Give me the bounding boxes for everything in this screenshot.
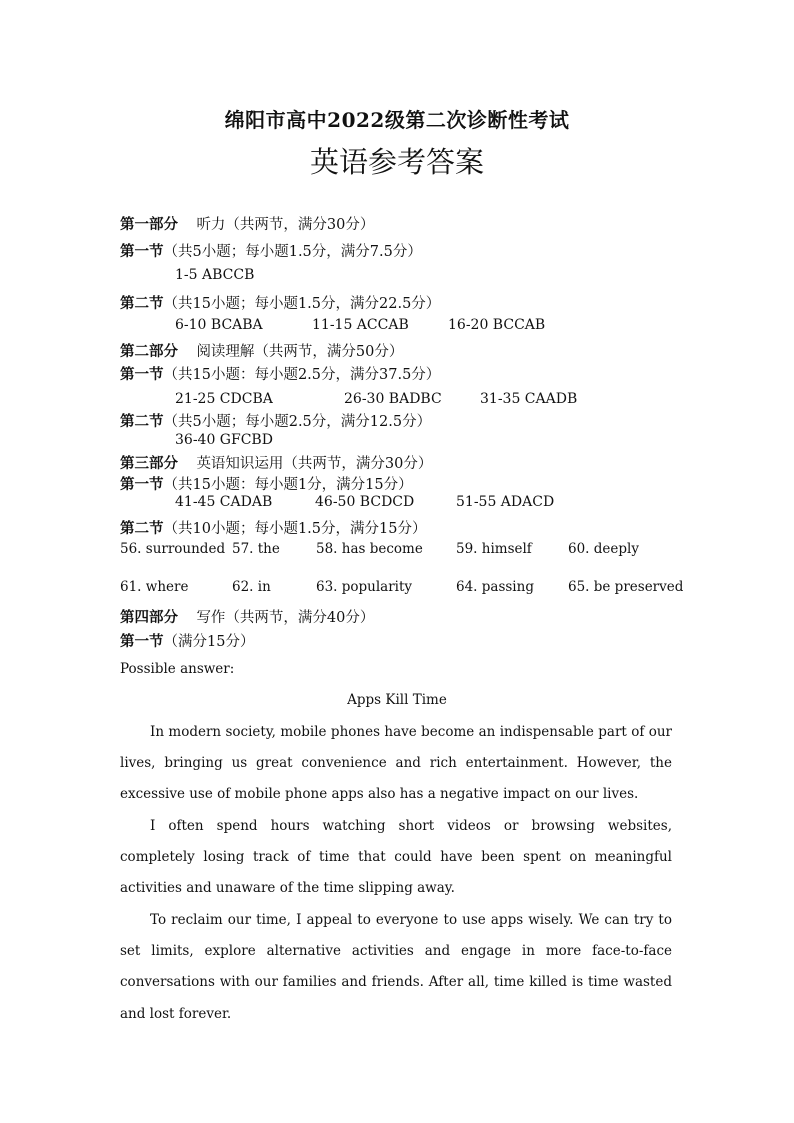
fill-answer: 56. surrounded: [120, 541, 226, 557]
fill-answer: 61. where: [120, 579, 189, 595]
possible-answer-label: Possible answer:: [120, 661, 235, 677]
part3-sec1-desc: （共15小题：每小题1分，满分15分）: [163, 477, 413, 493]
essay-paragraph-2: I often spend hours watching short videos or browsing websites, completely losing track of time that could have been spent on meaningful activities and unaware of the time slipping away.: [120, 818, 672, 897]
answer-group: 26-30 BADBC: [344, 391, 442, 407]
part4-heading: [120, 606, 374, 627]
part3-sec2-label: 第二节: [120, 520, 164, 537]
answer-group: 21-25 CDCBA: [175, 391, 273, 407]
part2-heading: [120, 340, 403, 361]
part4-sec1-desc: （满分15分）: [163, 634, 255, 650]
essay-paragraph-1: In modern society, mobile phones have become an indispensable part of our lives, bringing us great convenience and rich entertainment. However, the excessive use of mobile phone apps also has a negative impact on our lives.: [120, 724, 672, 803]
part3-label: 第三部分: [120, 455, 178, 472]
part1-sec1: [120, 240, 422, 261]
part2-desc: 阅读理解（共两节，满分50分）: [196, 344, 404, 360]
part2-sec1-desc: （共15小题：每小题2.5分，满分37.5分）: [163, 367, 441, 383]
answer-group: 51-55 ADACD: [456, 494, 555, 510]
part2-sec1-label: 第一节: [120, 366, 164, 383]
part1-sec2: [120, 292, 440, 313]
part3-sec2: [120, 517, 426, 538]
fill-answer: 57. the: [232, 541, 280, 557]
fill-answer: 62. in: [232, 579, 271, 595]
part1-sec1-desc: （共5小题；每小题1.5分，满分7.5分）: [163, 244, 422, 260]
fill-answer: 60. deeply: [568, 541, 639, 557]
part4-label: 第四部分: [120, 609, 178, 626]
part1-sec2-label: 第二节: [120, 295, 164, 312]
part4-sec1: [120, 630, 254, 651]
part3-desc: 英语知识运用（共两节，满分30分）: [196, 456, 433, 472]
fill-answer: 63. popularity: [316, 579, 413, 595]
answer-group: 46-50 BCDCD: [315, 494, 415, 510]
part3-sec1-label: 第一节: [120, 476, 164, 493]
part4-sec1-label: 第一节: [120, 633, 164, 650]
part2-sec2: [120, 410, 431, 431]
part1-heading: [120, 213, 374, 234]
part3-sec2-desc: （共10小题；每小题1.5分，满分15分）: [163, 521, 427, 537]
part2-sec1: [120, 363, 440, 384]
part4-desc: 写作（共两节，满分40分）: [196, 610, 375, 626]
fill-answer: 59. himself: [456, 541, 532, 557]
part3-heading: [120, 452, 432, 473]
part2-sec2-desc: （共5小题；每小题2.5分，满分12.5分）: [163, 414, 432, 430]
answer-group: 16-20 BCCAB: [448, 317, 546, 333]
answer-group: 1-5 ABCCB: [175, 267, 255, 283]
part1-sec2-desc: （共15小题；每小题1.5分，满分22.5分）: [163, 296, 441, 312]
answer-group: 41-45 CADAB: [175, 494, 273, 510]
part2-sec2-label: 第二节: [120, 413, 164, 430]
subject-title: 英语参考答案: [309, 145, 484, 179]
part1-label: 第一部分: [120, 216, 178, 233]
part3-sec1: [120, 473, 413, 494]
fill-answer: 58. has become: [316, 541, 423, 557]
part1-sec1-label: 第一节: [120, 243, 164, 260]
answer-group: 36-40 GFCBD: [175, 432, 273, 448]
essay-paragraph-3: To reclaim our time, I appeal to everyone to use apps wisely. We can try to set limits, explore alternative activities and engage in more face-to-face conversations with our families and friends. After all, time killed is time wasted and lost forever.: [120, 912, 672, 1022]
part1-desc: 听力（共两节，满分30分）: [196, 217, 375, 233]
answer-group: 6-10 BCABA: [175, 317, 263, 333]
answer-group: 31-35 CAADB: [480, 391, 578, 407]
fill-answer: 65. be preserved: [568, 579, 684, 595]
part2-label: 第二部分: [120, 343, 178, 360]
answer-group: 11-15 ACCAB: [312, 317, 409, 333]
essay-title: Apps Kill Time: [347, 692, 447, 708]
fill-answer: 64. passing: [456, 579, 534, 595]
exam-title: 绵阳市高中2022级第二次诊断性考试: [224, 108, 570, 132]
